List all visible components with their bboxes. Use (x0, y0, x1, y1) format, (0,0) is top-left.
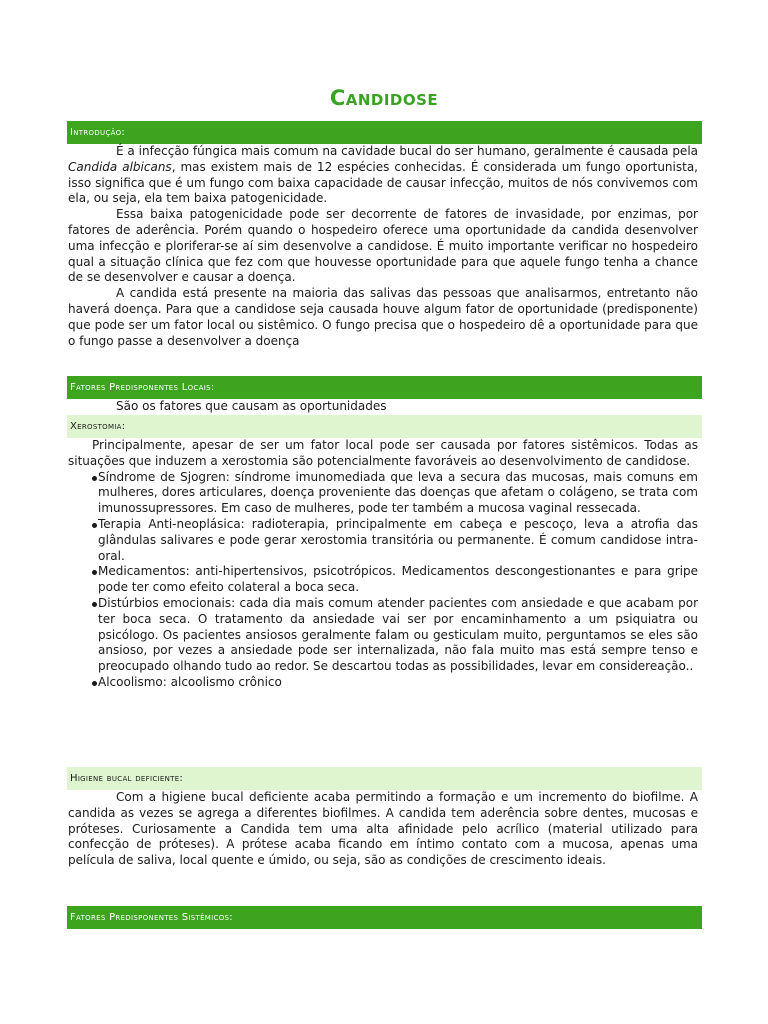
intro-p1-start: É a infecção fúngica mais comum na cavidade bucal do ser humano, geralmente é causada pela (116, 144, 698, 158)
section-heading-xerostomia: Xerostomia: (67, 415, 702, 438)
bullet-icon (92, 570, 97, 575)
intro-paragraph-1 (68, 144, 698, 207)
list-item (68, 470, 698, 517)
section-heading-systemic: Fatores Predisponentes Sistêmicos: (67, 906, 702, 929)
list-item-text: Alcoolismo: alcoolismo crônico (98, 674, 282, 689)
bullet-icon (92, 476, 97, 481)
list-item (68, 596, 698, 675)
section-heading-local: Fatores Predisponentes Locais: (67, 376, 702, 399)
intro-paragraph-3: A candida está presente na maioria das salivas das pessoas que analisarmos, entretanto não haverá doença. Para que a candidose seja causada houve algum fator de oportunidade (predisponente) que pode ser um fator local ou sistêmico. O fungo precisa que o hospedeiro dê a oportunidade para que o fungo passe a desenvolver a doença (68, 286, 698, 348)
section-body-hygiene (68, 790, 698, 869)
list-item (68, 564, 698, 596)
list-item (68, 675, 698, 691)
section-body-xerostomia (68, 438, 698, 691)
list-item-text: Terapia Anti-neoplásica: radioterapia, principalmente em cabeça e pescoço, leva a atrofia das glândulas salivares e pode gerar xerostomia transitória ou permanente. É comum candidose intra-oral. (98, 516, 698, 563)
list-item-text: Síndrome de Sjogren: síndrome imunomediada que leva a secura das mucosas, mais comuns em mulheres, dores articulares, doença proveniente das doenças que afetam o colágeno, se trata com imunossupressores. Em caso de mulheres, pode ter também a mucosa vaginal ressecada. (98, 469, 698, 516)
list-item (68, 517, 698, 564)
local-paragraph-1: São os fatores que causam as oportunidades (116, 399, 387, 413)
document-title: Candidose (329, 86, 439, 110)
list-item-text: Medicamentos: anti-hipertensivos, psicotrópicos. Medicamentos descongestionantes e para gripe pode ter como efeito colateral a boca seca. (98, 564, 698, 595)
intro-p1-end: , mas existem mais de 12 espécies conhecidas. É considerada um fungo oportunista, isso significa que é um fungo com baixa capacidade de causar infecção, muitos de nós convivemos com ela, ou seja, ela tem baixa patogenicidade. (68, 159, 698, 206)
section-body-local (68, 399, 698, 415)
section-heading-intro: Introdução: (67, 121, 702, 144)
bullet-icon (92, 523, 97, 528)
xerostomia-paragraph-1: Principalmente, apesar de ser um fator local pode ser causada por fatores sistêmicos. Todas as situações que induzem a xerostomia são potencialmente favoráveis ao desenvolvimento de candidose. (68, 438, 698, 468)
xerostomia-list (68, 470, 698, 691)
list-item-text: Distúrbios emocionais: cada dia mais comum atender pacientes com ansiedade e que acabam por ter boca seca. O tratamento da ansiedade vai ser por encaminhamento a um psiquiatra ou psicólogo. Os pacientes ansiosos geralmente falam ou gesticulam muito, perguntamos se eles são ansioso, por vezes a ansiedade pode ser internalizada, não fala muito mas está sempre tenso e preocupado olhando tudo ao redor. Se descartou todas as possibilidades, levar em considereação.. (98, 595, 698, 674)
hygiene-paragraph-1: Com a higiene bucal deficiente acaba permitindo a formação e um incremento do biofilme. A candida as vezes se agrega a diferentes biofilmes. A candida tem aderência sobre dentes, mucosas e próteses. Curiosamente a Candida tem uma alta afinidade pelo acrílico (material utilizado para confecção de próteses). A prótese acaba ficando em íntimo contato com a mucosa, apenas uma película de saliva, local quente e úmido, ou seja, são as condições de crescimento ideais. (68, 790, 698, 868)
intro-p1-species: Candida albicans (68, 159, 172, 174)
bullet-icon (92, 681, 97, 686)
intro-paragraph-2: Essa baixa patogenicidade pode ser decorrente de fatores de invasidade, por enzimas, por fatores de aderência. Porém quando o hospedeiro oferece uma oportunidade da candida desenvolver uma infecção e ploriferar-se aí sim desenvolve a candidose. É muito importante verificar no hospedeiro qual a situação clínica que fez com que houvesse oportunidade para que aquele fungo tenha a chance de se desenvolver e causar a doença. (68, 207, 698, 285)
section-heading-hygiene: Higiene bucal deficiente: (67, 767, 702, 790)
section-body-intro (68, 144, 698, 349)
bullet-icon (92, 602, 97, 607)
